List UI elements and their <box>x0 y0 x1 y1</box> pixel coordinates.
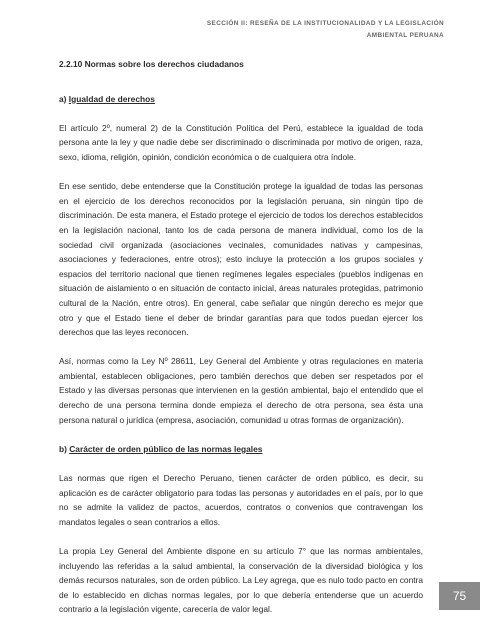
page-number-badge: 75 <box>439 582 480 610</box>
subheading-b <box>59 442 423 457</box>
page-body <box>59 57 423 632</box>
paragraph: En ese sentido, debe entenderse que la Constitución protege la igualdad de todas las personas en el ejercicio de los derechos reconocidos por la legislación peruana, sin ningún tipo de discriminación. De esta manera, el Estado protege el ejercicio de todos los derechos establecidos en la legislación nacional, tanto los de cada persona de manera individual, como los de la sociedad civil organizada (asociaciones vecinales, comunidades nativas y campesinas, asociaciones y federaciones, entre otros); esto incluye la protección a los grupos sociales y espacios del territorio nacional que tienen regímenes legales especiales (pueblos indígenas en situación de aislamiento o en situación de contacto inicial, áreas naturales protegidas, patrimonio cultural de la Nación, entre otros). En general, cabe señalar que ningún derecho es mejor que otro y que el Estado tiene el deber de brindar garantías para que todos puedan ejercer los derechos que las leyes reconocen. <box>59 181 423 338</box>
subheading-a <box>59 92 423 107</box>
paragraph: La propia Ley General del Ambiente dispone en su artículo 7° que las normas ambientales, incluyendo las referidas a la salud ambiental, la conservación de la diversidad biológica y los demás recursos naturales, son de orden público. La Ley agrega, que es nulo todo pacto en contra de lo establecido en dichas normas legales, por lo que debería entenderse que un acuerdo contrario a la legislación vigente, carecería de valor legal. <box>59 546 423 615</box>
subheading-a-title: Igualdad de derechos <box>68 93 155 104</box>
paragraph: Así, normas como la Ley Nº 28611, Ley General del Ambiente y otras regulaciones en materia ambiental, establecen obligaciones, pero también derechos que deben ser respetados por el Estado y las diversas personas que intervienen en la gestión ambiental, bajo el entendido que el derecho de una persona termina donde empieza el derecho de otra persona, sea ésta una persona natural o jurídica (empresa, asociación, comunidad u otras formas de organización). <box>59 356 423 425</box>
header-line-2: AMBIENTAL PERUANA <box>366 32 444 39</box>
subheading-b-title: Carácter de orden público de las normas legales <box>69 443 263 454</box>
running-header <box>207 18 444 42</box>
subheading-b-marker: b) <box>59 443 67 454</box>
subheading-a-marker: a) <box>59 93 67 104</box>
section-title: 2.2.10 Normas sobre los derechos ciudadanos <box>59 59 244 69</box>
paragraph: Las normas que rigen el Derecho Peruano, tienen carácter de orden público, es decir, su aplicación es de carácter obligatorio para todas las personas y autoridades en el país, por lo que no se admite la validez de pactos, acuerdos, contratos o convenios que contravengan los mandatos legales o sean contrarios a ellos. <box>59 473 423 527</box>
paragraph: El artículo 2º, numeral 2) de la Constitución Política del Perú, establece la igualdad de toda persona ante la ley y que nadie debe ser discriminado o discriminada por motivo de origen, raza, sexo, idioma, religión, opinión, condición económica o de cualquiera otra índole. <box>59 122 423 162</box>
header-line-1: SECCIÓN II: RESEÑA DE LA INSTITUCIONALIDAD Y LA LEGISLACIÓN <box>206 20 444 27</box>
